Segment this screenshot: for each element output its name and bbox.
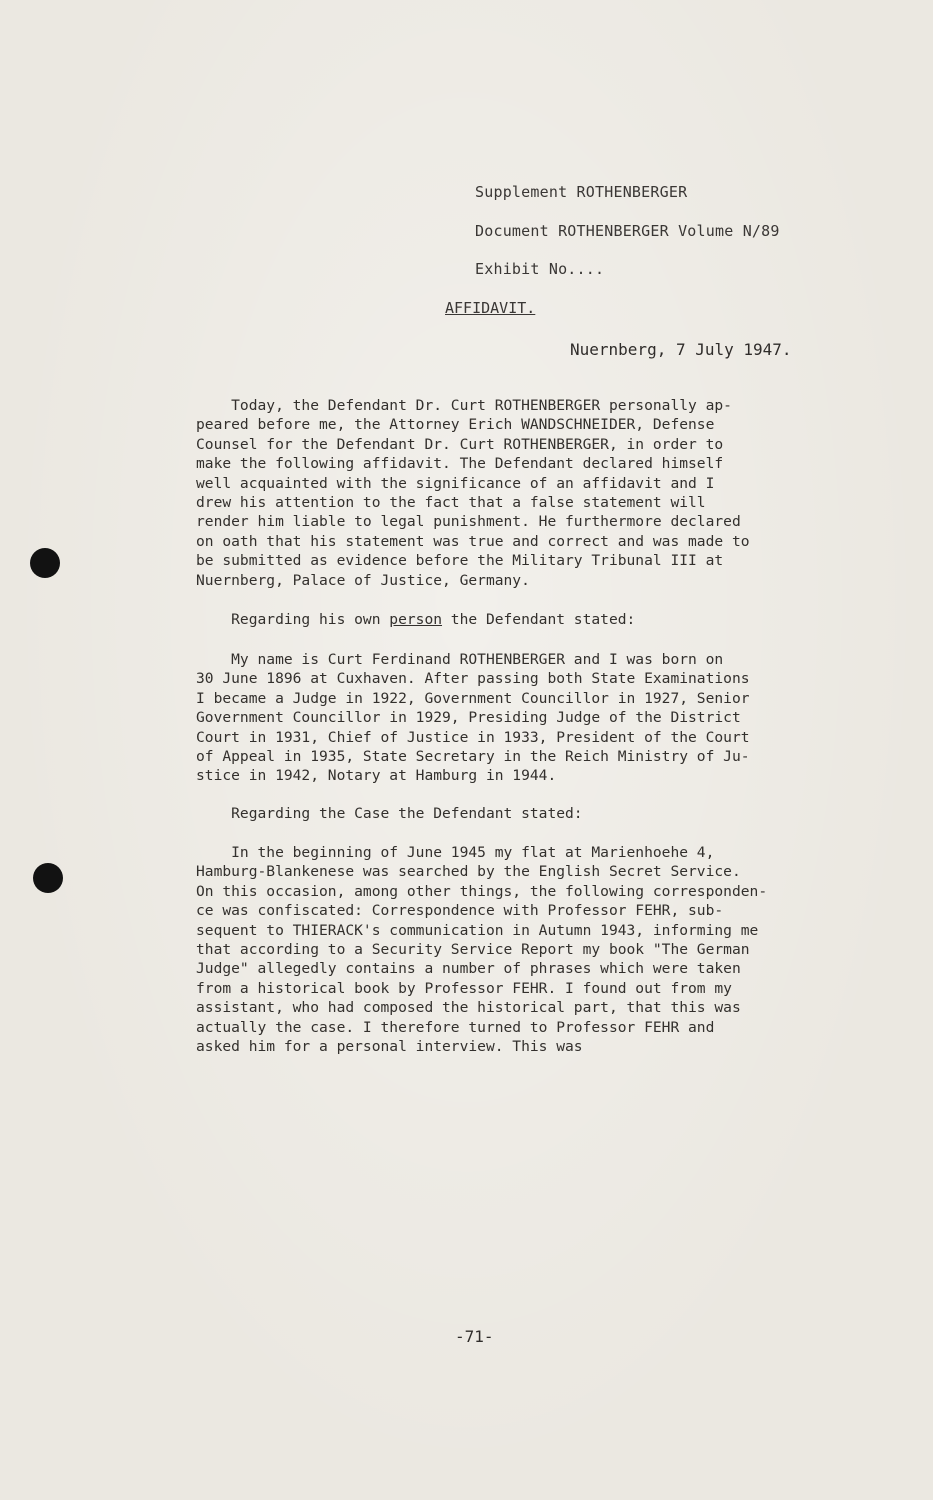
text-line: peared before me, the Attorney Erich WANDSCHNEIDER, Defense: [196, 416, 715, 434]
section-heading-case: Regarding the Case the Defendant stated:: [196, 805, 583, 822]
text-line: asked him for a personal interview. This was: [196, 1038, 583, 1056]
text-line: I became a Judge in 1922, Government Councillor in 1927, Senior: [196, 689, 750, 707]
punch-hole-lower: [33, 863, 63, 893]
document-reference: Document ROTHENBERGER Volume N/89: [475, 222, 780, 240]
text-line: Today, the Defendant Dr. Curt ROTHENBERGER personally ap-: [196, 397, 732, 414]
text-line: ce was confiscated: Correspondence with Professor FEHR, sub-: [196, 902, 724, 920]
text-line: well acquainted with the significance of an affidavit and I: [196, 474, 715, 492]
text-line: Counsel for the Defendant Dr. Curt ROTHENBERGER, in order to: [196, 435, 724, 453]
text-line: Nuernberg, Palace of Justice, Germany.: [196, 571, 530, 589]
document-title: AFFIDAVIT.: [445, 299, 536, 317]
text-line: actually the case. I therefore turned to Professor FEHR and: [196, 1018, 715, 1036]
page-number: -71-: [455, 1327, 494, 1346]
text-line: that according to a Security Service Report my book "The German: [196, 941, 750, 959]
paragraph-personal-details: [196, 650, 836, 786]
punch-hole-upper: [30, 548, 60, 578]
text-line: be submitted as evidence before the Military Tribunal III at: [196, 552, 724, 570]
text-line: of Appeal in 1935, State Secretary in the Reich Ministry of Ju-: [196, 748, 750, 766]
text-line: Hamburg-Blankenese was searched by the English Secret Service.: [196, 863, 741, 881]
text-line: render him liable to legal punishment. He furthermore declared: [196, 513, 741, 531]
paragraph-affidavit-intro: [196, 396, 836, 590]
heading-text: Regarding his own: [196, 611, 390, 628]
text-line: Judge" allegedly contains a number of phrases which were taken: [196, 960, 741, 978]
text-line: on oath that his statement was true and correct and was made to: [196, 532, 750, 550]
underlined-word: person: [389, 611, 443, 628]
text-line: On this occasion, among other things, the following corresponden-: [196, 882, 768, 900]
paragraph-case-statement: [196, 843, 836, 1056]
text-line: Government Councillor in 1929, Presiding Judge of the District: [196, 709, 741, 727]
section-heading-person: [196, 610, 836, 629]
text-line: In the beginning of June 1945 my flat at Marienhoehe 4,: [196, 844, 715, 861]
text-line: make the following affidavit. The Defendant declared himself: [196, 455, 724, 473]
text-line: sequent to THIERACK's communication in Autumn 1943, informing me: [196, 921, 759, 939]
text-line: assistant, who had composed the historical part, that this was: [196, 999, 741, 1017]
text-line: 30 June 1896 at Cuxhaven. After passing both State Examinations: [196, 670, 750, 688]
text-line: drew his attention to the fact that a false statement will: [196, 494, 706, 512]
text-line: stice in 1942, Notary at Hamburg in 1944.: [196, 767, 557, 785]
place-date-line: Nuernberg, 7 July 1947.: [570, 340, 792, 359]
text-line: Court in 1931, Chief of Justice in 1933, President of the Court: [196, 728, 750, 746]
exhibit-number: Exhibit No....: [475, 260, 605, 278]
text-line: from a historical book by Professor FEHR. I found out from my: [196, 979, 732, 997]
text-line: My name is Curt Ferdinand ROTHENBERGER and I was born on: [196, 651, 724, 668]
heading-text: the Defendant stated:: [442, 611, 636, 628]
supplement-line: Supplement ROTHENBERGER: [475, 183, 688, 201]
